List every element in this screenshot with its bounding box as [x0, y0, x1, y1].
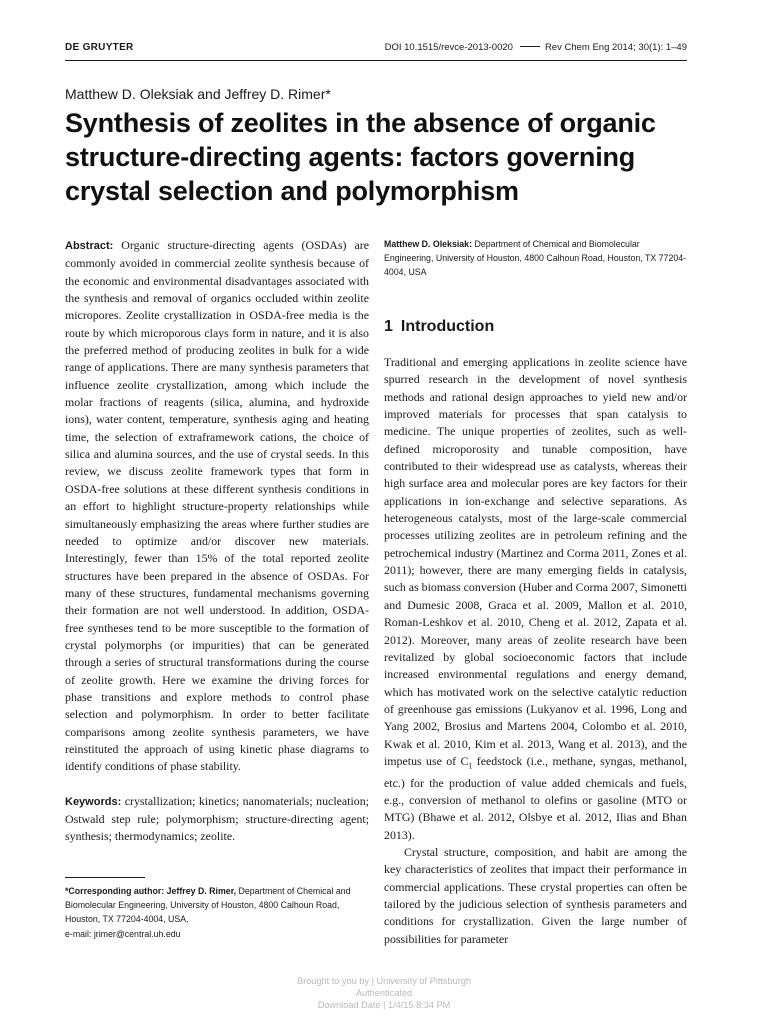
abstract: [65, 237, 369, 776]
left-column: [65, 237, 369, 846]
journal-citation: Rev Chem Eng 2014; 30(1): 1–49: [544, 42, 687, 53]
footer-line-3: Download Date | 1/4/15 8:34 PM: [317, 999, 451, 1010]
footnote-rule: [65, 877, 145, 878]
header-rule: [65, 60, 687, 61]
section-number: 1: [384, 318, 393, 335]
footer-line-1: Brought to you by | University of Pittsburgh: [297, 976, 471, 986]
abstract-text: Organic structure-directing agents (OSDAs) are commonly avoided in commercial zeolite synthesis because of the economic and environmental disadvantages associated with the synthesis and removal of organics occluded within zeolite micropores. Zeolite crystallization in OSDA-free media is the route by which microporous clays form in nature, and it is also the preferred method of producing zeolites in bulk for a wide range of applications. There are many synthesis parameters that influence zeolite crystallization, among which include the molar fractions of reagents (silica, alumina, and hydroxide ions), water content, temperature, synthesis aging and heating time, the selection of extraframework cations, the choice of silica and alumina sources, and the use of crystal seeds. In this review, we discuss zeolite framework types that form in OSDA-free solutions at these different synthesis conditions in an effort to highlight structure-property relationships while simultaneously emphasizing the areas where further studies are needed to optimize and/or discover new materials. Interestingly, fewer than 15% of the total reported zeolite structures have been prepared in the absence of OSDAs. For many of these structures, fundamental mechanisms governing their formation are not well understood. In addition, OSDA-free syntheses tend to be more susceptible to the formation of crystal polymorphs (or impurities) that can be generated through a series of structural transformations during the course of zeolite growth. Here we examine the driving forces for phase transitions and explore methods to control phase selection and polymorphism. In order to better facilitate comparisons among zeolite synthesis parameters, we have reinstituted the approach of using kinetic phase diagrams to identify conditions of phase stability.: [65, 238, 369, 774]
doi-text: DOI 10.1515/revce-2013-0020: [384, 42, 513, 53]
corresponding-email[interactable]: e-mail: jrimer@central.uh.edu: [65, 928, 181, 939]
header-citation-group: [385, 42, 687, 53]
publisher-name: DE GRUYTER: [65, 42, 134, 53]
affiliation-text: Department of Chemical and Biomolecular Engineering, University of Houston, 4800 Calhoun Road, Houston, TX 77204-4004, USA: [384, 239, 687, 278]
intro-paragraph-1: [384, 354, 687, 844]
header-dash: [520, 46, 540, 47]
keywords: [65, 793, 369, 846]
corresponding-label: *Corresponding author: Jeffrey D. Rimer,: [65, 886, 237, 896]
section-title: Introduction: [400, 318, 495, 335]
abstract-label: Abstract:: [65, 240, 114, 252]
right-column: [384, 354, 687, 948]
affiliation-label: Matthew D. Oleksiak:: [384, 239, 472, 249]
download-watermark: [0, 976, 768, 1011]
corresponding-author-note: [65, 884, 365, 941]
intro-paragraph-2: Crystal structure, composition, and habit are among the key characteristics of zeolites that impact their performance in commercial applications. These crystal properties can often be tailored by the judicious selection of synthesis parameters and conditions for crystallization. Given the large number of possibilities for parameter: [384, 845, 687, 946]
footer-line-2: Authenticated: [355, 987, 413, 998]
running-header: [65, 42, 687, 56]
carbon-subscript: 1: [468, 761, 473, 771]
section-heading: [384, 318, 494, 336]
keywords-label: Keywords:: [65, 795, 122, 808]
paper-title: Synthesis of zeolites in the absence of organic structure-directing agents: factors governing crystal selection and polymorphism: [65, 108, 656, 206]
intro-p1-text: Traditional and emerging applications in zeolite science have spurred research in the development of novel synthesis methods and rational design approaches to yield new and/or improved materials for processes that span catalysis to medicine. The unique properties of zeolites, such as well-defined microporosity and tunable composition, have contributed to their widespread use as catalysts, whereas their high surface area and molecular pores are key factors for their applications in ion-exchange and selective separations. As heterogeneous catalysts, most of the large-scale commercial processes utilizing zeolites are in petroleum refining and the petrochemical industry (Martinez and Corma 2011, Zones et al. 2011); however, there are many emerging fields in catalysis, such as biomass conversion (Huber and Corma 2007, Simonetti and Dumesic 2008, Graca et al. 2009, Mallon et al. 2010, Roman-Leshkov et al. 2010, Cheng et al. 2012, Zapata et al. 2012). Moreover, many areas of zeolite research have been revitalized by global socioeconomic factors that include increased environmental regulations and energy demand, which has motivated work on the selective catalytic reduction of greenhouse gas emissions (Lukyanov et al. 1996, Long and Yang 2002, Brosius and Martens 2004, Colombo et al. 2010, Kwak et al. 2010, Kim et al. 2013, Wang et al. 2013), and the impetus use of C: [384, 355, 687, 768]
corresponding-address: Department of Chemical and Biomolecular Engineering, University of Houston, 4800 Calhoun Road, Houston, TX 77204-4004, USA,: [65, 886, 351, 925]
intro-p1-tail: feedstock (i.e., methane, syngas, methanol, etc.) for the production of value added chemicals and fuels, e.g., conversion of methanol to olefins or gasoline (MTO or MTG) (Bhawe et al. 2012, Olsbye et al. 2012, Ilias and Bhan 2013).: [384, 753, 687, 842]
authors: Matthew D. Oleksiak and Jeffrey D. Rimer*: [65, 86, 331, 102]
keywords-text: crystallization; kinetics; nanomaterials; nucleation; Ostwald step rule; polymorphism; structure-directing agent; synthesis; thermodynamics; zeolite.: [65, 793, 369, 844]
author-affiliation: [384, 237, 687, 280]
